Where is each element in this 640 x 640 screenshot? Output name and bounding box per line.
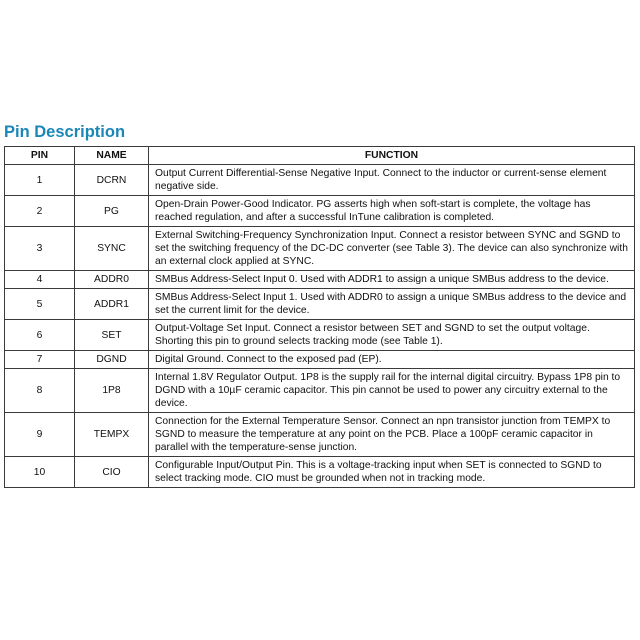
pin-function: Output-Voltage Set Input. Connect a resistor between SET and SGND to set the output voltage. Shorting this pin to ground selects tracking mode (see Table 1). (149, 320, 635, 351)
pin-name: SET (75, 320, 149, 351)
pin-name: TEMPX (75, 413, 149, 457)
table-row (5, 227, 635, 271)
table-row (5, 351, 635, 369)
pin-name: DCRN (75, 165, 149, 196)
pin-number: 8 (5, 369, 75, 413)
table-row (5, 320, 635, 351)
section-title: Pin Description (4, 123, 126, 141)
pin-name: ADDR1 (75, 289, 149, 320)
pin-name: PG (75, 196, 149, 227)
pin-description-table (4, 146, 635, 488)
table-row (5, 289, 635, 320)
column-header-pin: PIN (5, 147, 75, 165)
pin-function: Configurable Input/Output Pin. This is a voltage-tracking input when SET is connected to SGND to select tracking mode. CIO must be grounded when not in tracking mode. (149, 457, 635, 488)
pin-number: 2 (5, 196, 75, 227)
table-row (5, 413, 635, 457)
pin-number: 9 (5, 413, 75, 457)
table-row (5, 457, 635, 488)
table-row (5, 196, 635, 227)
pin-number: 3 (5, 227, 75, 271)
column-header-name: NAME (75, 147, 149, 165)
pin-number: 10 (5, 457, 75, 488)
pin-function: Output Current Differential-Sense Negative Input. Connect to the inductor or current-sense element negative side. (149, 165, 635, 196)
pin-number: 7 (5, 351, 75, 369)
pin-number: 4 (5, 271, 75, 289)
pin-function: Digital Ground. Connect to the exposed pad (EP). (149, 351, 635, 369)
pin-name: SYNC (75, 227, 149, 271)
table-row (5, 369, 635, 413)
pin-function: External Switching-Frequency Synchronization Input. Connect a resistor between SYNC and SGND to set the switching frequency of the DC-DC converter (see Table 3). The device can also synchronize with an external clock applied at SYNC. (149, 227, 635, 271)
pin-number: 5 (5, 289, 75, 320)
pin-name: ADDR0 (75, 271, 149, 289)
pin-name: DGND (75, 351, 149, 369)
column-header-function: FUNCTION (149, 147, 635, 165)
pin-number: 1 (5, 165, 75, 196)
table-row (5, 165, 635, 196)
pin-function: Internal 1.8V Regulator Output. 1P8 is the supply rail for the internal digital circuitry. Bypass 1P8 pin to DGND with a 10µF ceramic capacitor. This pin cannot be used to power any circuitry external to the device. (149, 369, 635, 413)
pin-function: SMBus Address-Select Input 0. Used with ADDR1 to assign a unique SMBus address to the device. (149, 271, 635, 289)
pin-name: CIO (75, 457, 149, 488)
table-row (5, 271, 635, 289)
pin-number: 6 (5, 320, 75, 351)
pin-function: Open-Drain Power-Good Indicator. PG asserts high when soft-start is complete, the voltage has reached regulation, and after a successful InTune calibration is completed. (149, 196, 635, 227)
pin-function: SMBus Address-Select Input 1. Used with ADDR0 to assign a unique SMBus address to the device and set the current limit for the device. (149, 289, 635, 320)
pin-name: 1P8 (75, 369, 149, 413)
table-header-row (5, 147, 635, 165)
pin-function: Connection for the External Temperature Sensor. Connect an npn transistor junction from TEMPX to SGND to measure the temperature at any point on the PCB. Place a 100pF ceramic capacitor in parallel with the temperature-sense junction. (149, 413, 635, 457)
